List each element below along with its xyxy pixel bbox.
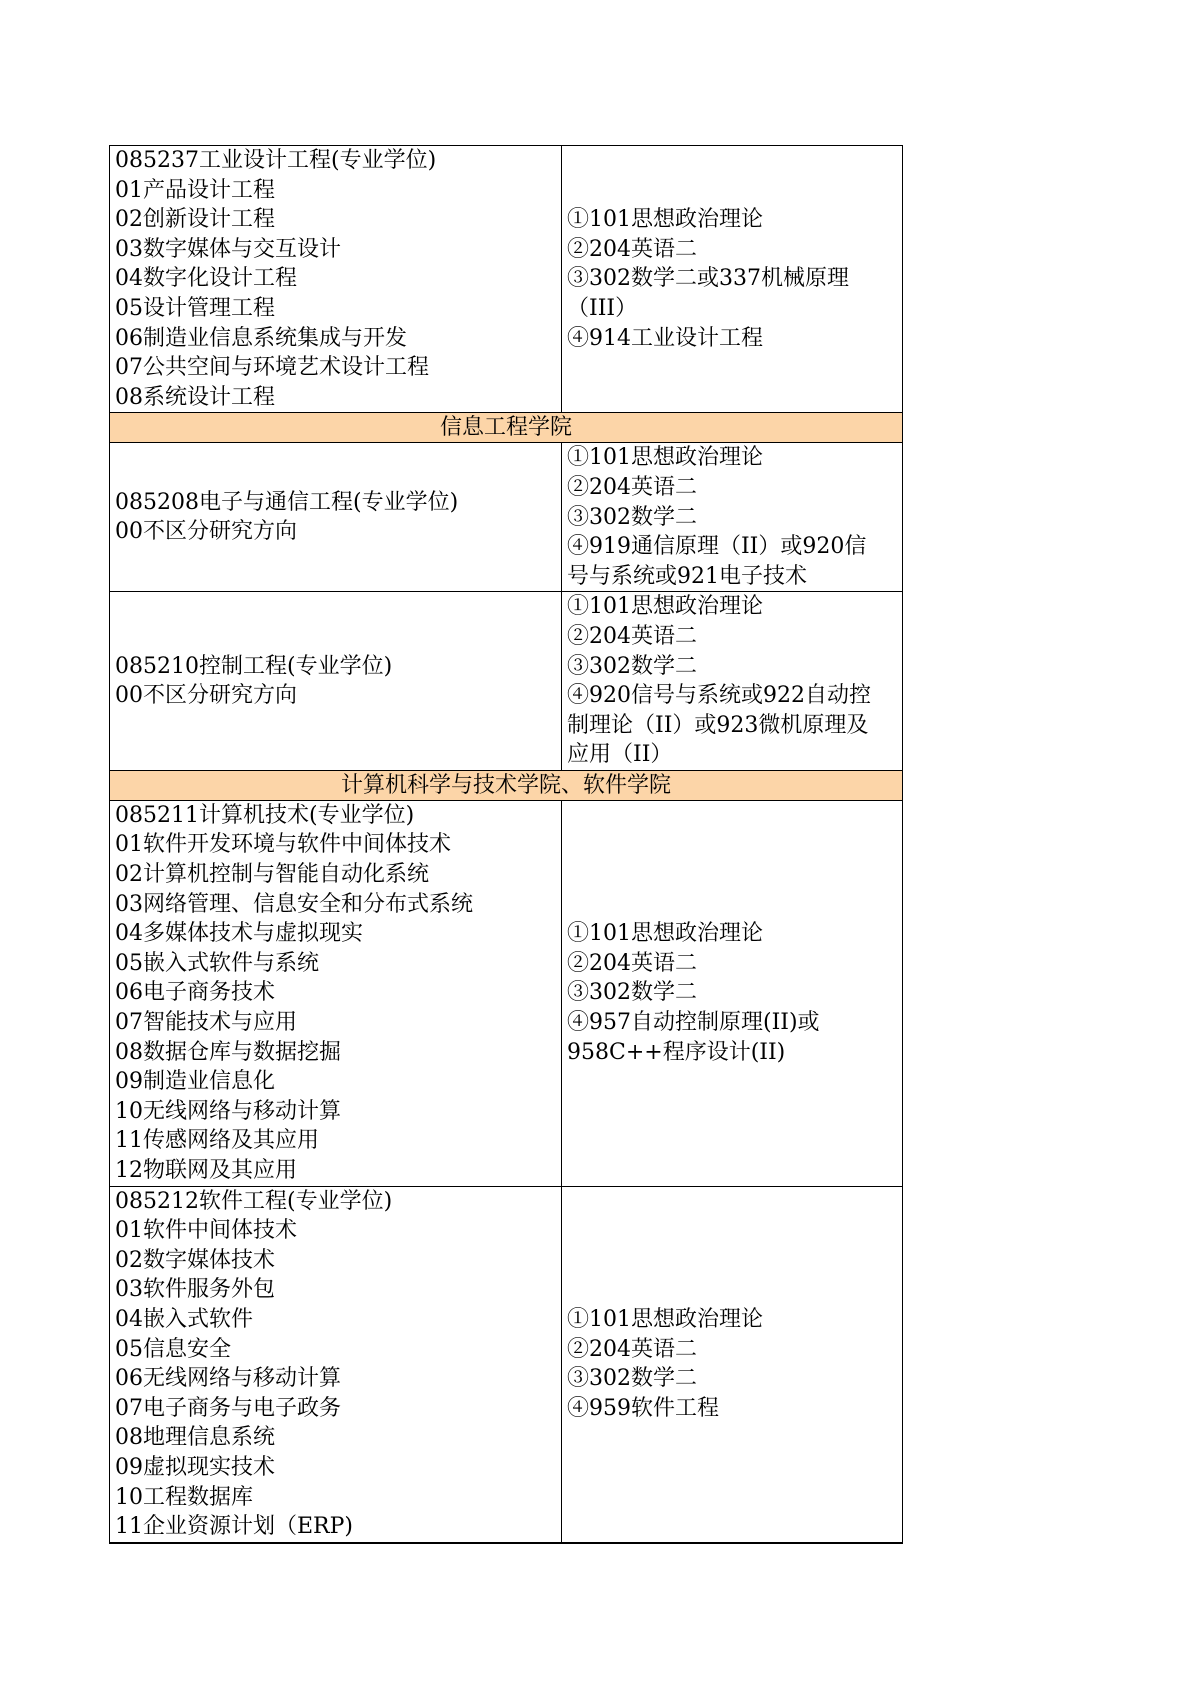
program-title: 085208电子与通信工程(专业学位) xyxy=(115,489,459,515)
program-title: 085211计算机技术(专业学位) xyxy=(115,802,415,828)
exam-subject: ②204英语二 xyxy=(567,950,697,976)
program-title: 085210控制工程(专业学位) xyxy=(115,653,393,679)
research-direction: 01软件中间体技术 xyxy=(115,1218,297,1244)
research-direction: 06无线网络与移动计算 xyxy=(115,1366,341,1392)
exam-subject: ④914工业设计工程 xyxy=(567,325,763,351)
exam-subject: ④919通信原理（II）或920信 xyxy=(567,534,867,560)
exam-subject: ①101思想政治理论 xyxy=(567,594,763,620)
research-direction: 03软件服务外包 xyxy=(115,1277,275,1303)
exam-subject: ③302数学二 xyxy=(567,980,697,1006)
exam-subject: 应用（II） xyxy=(567,742,673,768)
research-direction: 12物联网及其应用 xyxy=(115,1158,297,1183)
exam-subject: ②204英语二 xyxy=(567,623,697,649)
program-table xyxy=(109,145,903,1544)
program-row xyxy=(110,443,903,592)
research-direction: 09制造业信息化 xyxy=(115,1069,275,1095)
research-direction: 04嵌入式软件 xyxy=(115,1306,253,1332)
program-title: 085237工业设计工程(专业学位) xyxy=(115,148,437,173)
exam-subject: ②204英语二 xyxy=(567,474,697,500)
research-direction: 03数字媒体与交互设计 xyxy=(115,236,341,262)
program-cell xyxy=(110,800,562,1186)
research-direction: 02计算机控制与智能自动化系统 xyxy=(115,862,429,888)
exam-subject: ①101思想政治理论 xyxy=(567,921,763,947)
research-direction: 07智能技术与应用 xyxy=(115,1010,297,1036)
research-direction: 01软件开发环境与软件中间体技术 xyxy=(115,832,451,858)
research-direction: 10工程数据库 xyxy=(115,1484,253,1510)
exam-subject: ③302数学二或337机械原理 xyxy=(567,266,849,292)
research-direction: 10无线网络与移动计算 xyxy=(115,1098,341,1124)
program-cell xyxy=(110,443,562,592)
exam-subject: （III） xyxy=(567,295,638,321)
exam-subject: 号与系统或921电子技术 xyxy=(567,563,807,589)
research-direction: 02创新设计工程 xyxy=(115,207,275,233)
research-direction: 05设计管理工程 xyxy=(115,295,275,321)
program-table-body xyxy=(110,146,903,1543)
program-row xyxy=(110,592,903,771)
exam-subject: ②204英语二 xyxy=(567,1336,697,1362)
research-direction: 11企业资源计划（ERP) xyxy=(115,1514,354,1540)
program-cell xyxy=(110,592,562,771)
research-direction: 08数据仓库与数据挖掘 xyxy=(115,1039,341,1065)
section-title: 信息工程学院 xyxy=(110,413,903,443)
exam-subject: ③302数学二 xyxy=(567,653,697,679)
exam-subject: ①101思想政治理论 xyxy=(567,207,763,233)
research-direction: 06制造业信息系统集成与开发 xyxy=(115,325,407,351)
section-header-row xyxy=(110,413,903,443)
exam-subjects-cell xyxy=(562,1186,903,1543)
exam-subject: ④957自动控制原理(II)或 xyxy=(567,1010,820,1036)
research-direction: 00不区分研究方向 xyxy=(115,519,297,545)
exam-subject: ①101思想政治理论 xyxy=(567,1306,763,1332)
section-header-row xyxy=(110,770,903,800)
exam-subjects-cell xyxy=(562,146,903,413)
research-direction: 06电子商务技术 xyxy=(115,980,275,1006)
exam-subject: ②204英语二 xyxy=(567,236,697,262)
exam-subject: ④959软件工程 xyxy=(567,1395,719,1421)
research-direction: 04数字化设计工程 xyxy=(115,266,297,292)
program-row xyxy=(110,800,903,1186)
exam-subject: ④920信号与系统或922自动控 xyxy=(567,683,871,709)
exam-subject: ①101思想政治理论 xyxy=(567,445,763,471)
research-direction: 05嵌入式软件与系统 xyxy=(115,950,319,976)
exam-subjects-cell xyxy=(562,800,903,1186)
program-title: 085212软件工程(专业学位) xyxy=(115,1188,393,1214)
research-direction: 02数字媒体技术 xyxy=(115,1247,275,1273)
research-direction: 11传感网络及其应用 xyxy=(115,1128,319,1154)
program-row xyxy=(110,146,903,413)
research-direction: 08系统设计工程 xyxy=(115,384,275,410)
exam-subject: ③302数学二 xyxy=(567,1366,697,1392)
research-direction: 00不区分研究方向 xyxy=(115,683,297,709)
program-row xyxy=(110,1186,903,1543)
research-direction: 01产品设计工程 xyxy=(115,177,275,203)
research-direction: 07电子商务与电子政务 xyxy=(115,1395,341,1421)
exam-subject: 958C++程序设计(II) xyxy=(567,1039,786,1065)
exam-subjects-cell xyxy=(562,443,903,592)
research-direction: 07公共空间与环境艺术设计工程 xyxy=(115,355,429,381)
section-title: 计算机科学与技术学院、软件学院 xyxy=(110,770,903,800)
research-direction: 09虚拟现实技术 xyxy=(115,1454,275,1480)
research-direction: 05信息安全 xyxy=(115,1336,231,1362)
research-direction: 04多媒体技术与虚拟现实 xyxy=(115,921,363,947)
research-direction: 08地理信息系统 xyxy=(115,1425,275,1451)
exam-subjects-cell xyxy=(562,592,903,771)
program-cell xyxy=(110,146,562,413)
program-cell xyxy=(110,1186,562,1543)
research-direction: 03网络管理、信息安全和分布式系统 xyxy=(115,891,473,917)
exam-subject: ③302数学二 xyxy=(567,504,697,530)
exam-subject: 制理论（II）或923微机原理及 xyxy=(567,712,869,738)
